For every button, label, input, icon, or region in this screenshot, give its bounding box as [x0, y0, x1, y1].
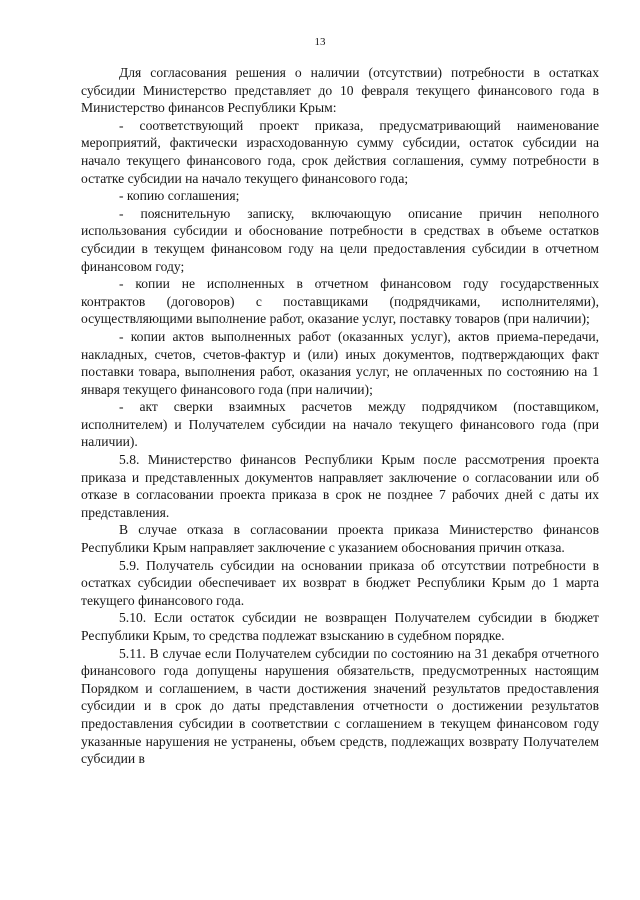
list-item-reconciliation-act: - акт сверки взаимных расчетов между подрядчиком (поставщиком, исполнителем) и Получателем субсидии на начало текущего финансового года (при наличии). [81, 399, 599, 450]
paragraph-5-8: 5.8. Министерство финансов Республики Крым после рассмотрения проекта приказа и представленных документов направляет заключение о согласовании или об отказе в согласовании проекта приказа в срок не позднее 7 рабочих дней с даты их представления. [81, 452, 599, 520]
list-item-draft-order: - соответствующий проект приказа, предусматривающий наименование мероприятий, фактически израсходованную сумму субсидии, остаток субсидии на начало текущего финансового года, срок действия соглашения, сумму потребности в остатке субсидии на начало текущего финансового года; [81, 117, 599, 186]
list-item-contract-copies: - копии не исполненных в отчетном финансовом году государственных контрактов (договоров) с поставщиками (подрядчиками, исполнителями), осуществляющими выполнение работ, оказание услуг, поставку товаров (при наличии); [81, 276, 599, 327]
document-body [81, 64, 599, 768]
page-number: 13 [314, 36, 326, 48]
paragraph-5-10: 5.10. Если остаток субсидии не возвращен Получателем субсидии в бюджет Республики Крым, то средства подлежат взысканию в судебном порядке. [81, 610, 599, 643]
list-item-act-copies: - копии актов выполненных работ (оказанных услуг), актов приема-передачи, накладных, счетов, счетов-фактур и (или) иных документов, подтверждающих факт поставки товара, выполнения работ, оказания услуг, не оплаченных по состоянию на 1 января текущего финансового года (при наличии); [81, 328, 599, 397]
paragraph-intro: Для согласования решения о наличии (отсутствии) потребности в остатках субсидии Министерство представляет до 10 февраля текущего финансового года в Министерство финансов Республики Крым: [81, 65, 599, 116]
list-item-explanatory-note: - пояснительную записку, включающую описание причин неполного использования субсидии и обоснование потребности в средствах в объеме остатков субсидии в текущем финансовом году на цели предоставления субсидии в отчетном финансовом году; [81, 205, 599, 274]
list-item-agreement-copy: - копию соглашения; [119, 188, 240, 204]
paragraph-5-11: 5.11. В случае если Получателем субсидии по состоянию на 31 декабря отчетного финансового года допущены нарушения обязательств, предусмотренных настоящим Порядком и соглашением, в части достижения значений результатов предоставления субсидии и в срок до даты представления отчетности о достижении результатов предоставления субсидии в соответствии с соглашением в текущем финансовом году указанные нарушения не устранены, объем средств, подлежащих возврату Получателем субсидии в [81, 645, 599, 767]
paragraph-5-9: 5.9. Получатель субсидии на основании приказа об отсутствии потребности в остатках субсидии обеспечивает их возврат в бюджет Республики Крым до 1 марта текущего финансового года. [81, 557, 599, 608]
paragraph-refusal: В случае отказа в согласовании проекта приказа Министерство финансов Республики Крым направляет заключение с указанием обоснования причин отказа. [81, 522, 599, 556]
